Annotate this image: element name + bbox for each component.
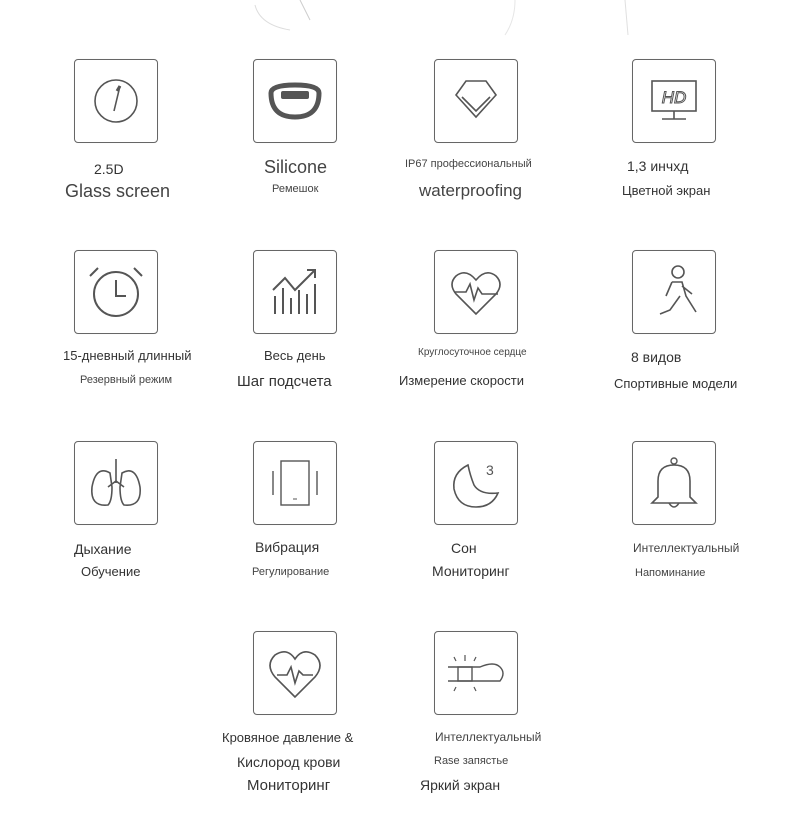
feature-breath-line2: Обучение <box>81 564 141 579</box>
feature-breath-line1: Дыхание <box>74 541 132 557</box>
glass-screen-icon <box>74 59 158 143</box>
feature-vibration-line1: Вибрация <box>255 539 320 555</box>
feature-sleep-line2: Мониторинг <box>432 563 510 579</box>
feature-sleep <box>434 441 518 525</box>
feature-standby-line1: 15-дневный длинный <box>63 348 192 363</box>
feature-glass-screen <box>74 59 158 143</box>
feature-silicone <box>253 59 337 143</box>
feature-blood-pressure <box>253 631 337 715</box>
feature-reminder-line1: Интеллектуальный <box>633 541 740 555</box>
wrist-watch-icon <box>434 631 518 715</box>
running-person-icon <box>632 250 716 334</box>
feature-heart-line2: Измерение скорости <box>399 373 524 388</box>
step-chart-icon <box>253 250 337 334</box>
feature-sports-line2: Спортивные модели <box>614 376 738 391</box>
feature-sports <box>632 250 716 334</box>
feature-raise-line3: Яркий экран <box>420 777 501 793</box>
hd-label: HD <box>661 88 687 107</box>
feature-bp-line2: Кислород крови <box>237 754 341 770</box>
feature-steps-line1: Весь день <box>264 348 326 363</box>
feature-silicone-line1: Silicone <box>264 157 328 177</box>
feature-silicone-line2: Ремешок <box>272 183 319 195</box>
feature-heart <box>434 250 518 334</box>
feature-raise-line1: Интеллектуальный <box>435 730 542 744</box>
feature-display-line1: 1,3 инчхд <box>627 158 689 174</box>
feature-waterproof-line1: IP67 профессиональный <box>405 158 532 170</box>
feature-waterproof-line2: waterproofing <box>419 181 523 200</box>
feature-vibration-line2: Регулирование <box>252 566 330 578</box>
feature-waterproof <box>434 59 518 143</box>
vibration-icon <box>253 441 337 525</box>
feature-display <box>632 59 716 143</box>
silicone-band-icon <box>253 59 337 143</box>
feature-standby-line2: Резервный режим <box>80 374 173 386</box>
diamond-water-icon <box>434 59 518 143</box>
feature-sports-line1: 8 видов <box>631 349 682 365</box>
feature-steps-line2: Шаг подсчета <box>237 373 332 390</box>
feature-raise-wrist <box>434 631 518 715</box>
top-decoration <box>0 0 790 40</box>
sleep-icon-text: 3 <box>486 462 494 478</box>
lungs-icon <box>74 441 158 525</box>
heart-pulse-icon <box>253 631 337 715</box>
moon-sleep-icon <box>434 441 518 525</box>
hd-display-icon <box>632 59 716 143</box>
feature-reminder <box>632 441 716 525</box>
feature-bp-line1: Кровяное давление & <box>222 730 354 745</box>
alarm-clock-icon <box>74 250 158 334</box>
feature-raise-line2: Rase запястье <box>434 755 509 767</box>
feature-vibration <box>253 441 337 525</box>
feature-heart-line1: Круглосуточное сердце <box>418 347 527 358</box>
feature-glass-line1: 2.5D <box>94 161 124 177</box>
feature-glass-line2: Glass screen <box>65 181 171 201</box>
heart-rate-icon <box>434 250 518 334</box>
feature-standby <box>74 250 158 334</box>
feature-display-line2: Цветной экран <box>622 183 711 198</box>
bell-icon <box>632 441 716 525</box>
feature-steps <box>253 250 337 334</box>
feature-bp-line3: Мониторинг <box>247 777 331 794</box>
feature-sleep-line1: Сон <box>451 540 477 556</box>
feature-breath <box>74 441 158 525</box>
feature-reminder-line2: Напоминание <box>635 567 706 579</box>
